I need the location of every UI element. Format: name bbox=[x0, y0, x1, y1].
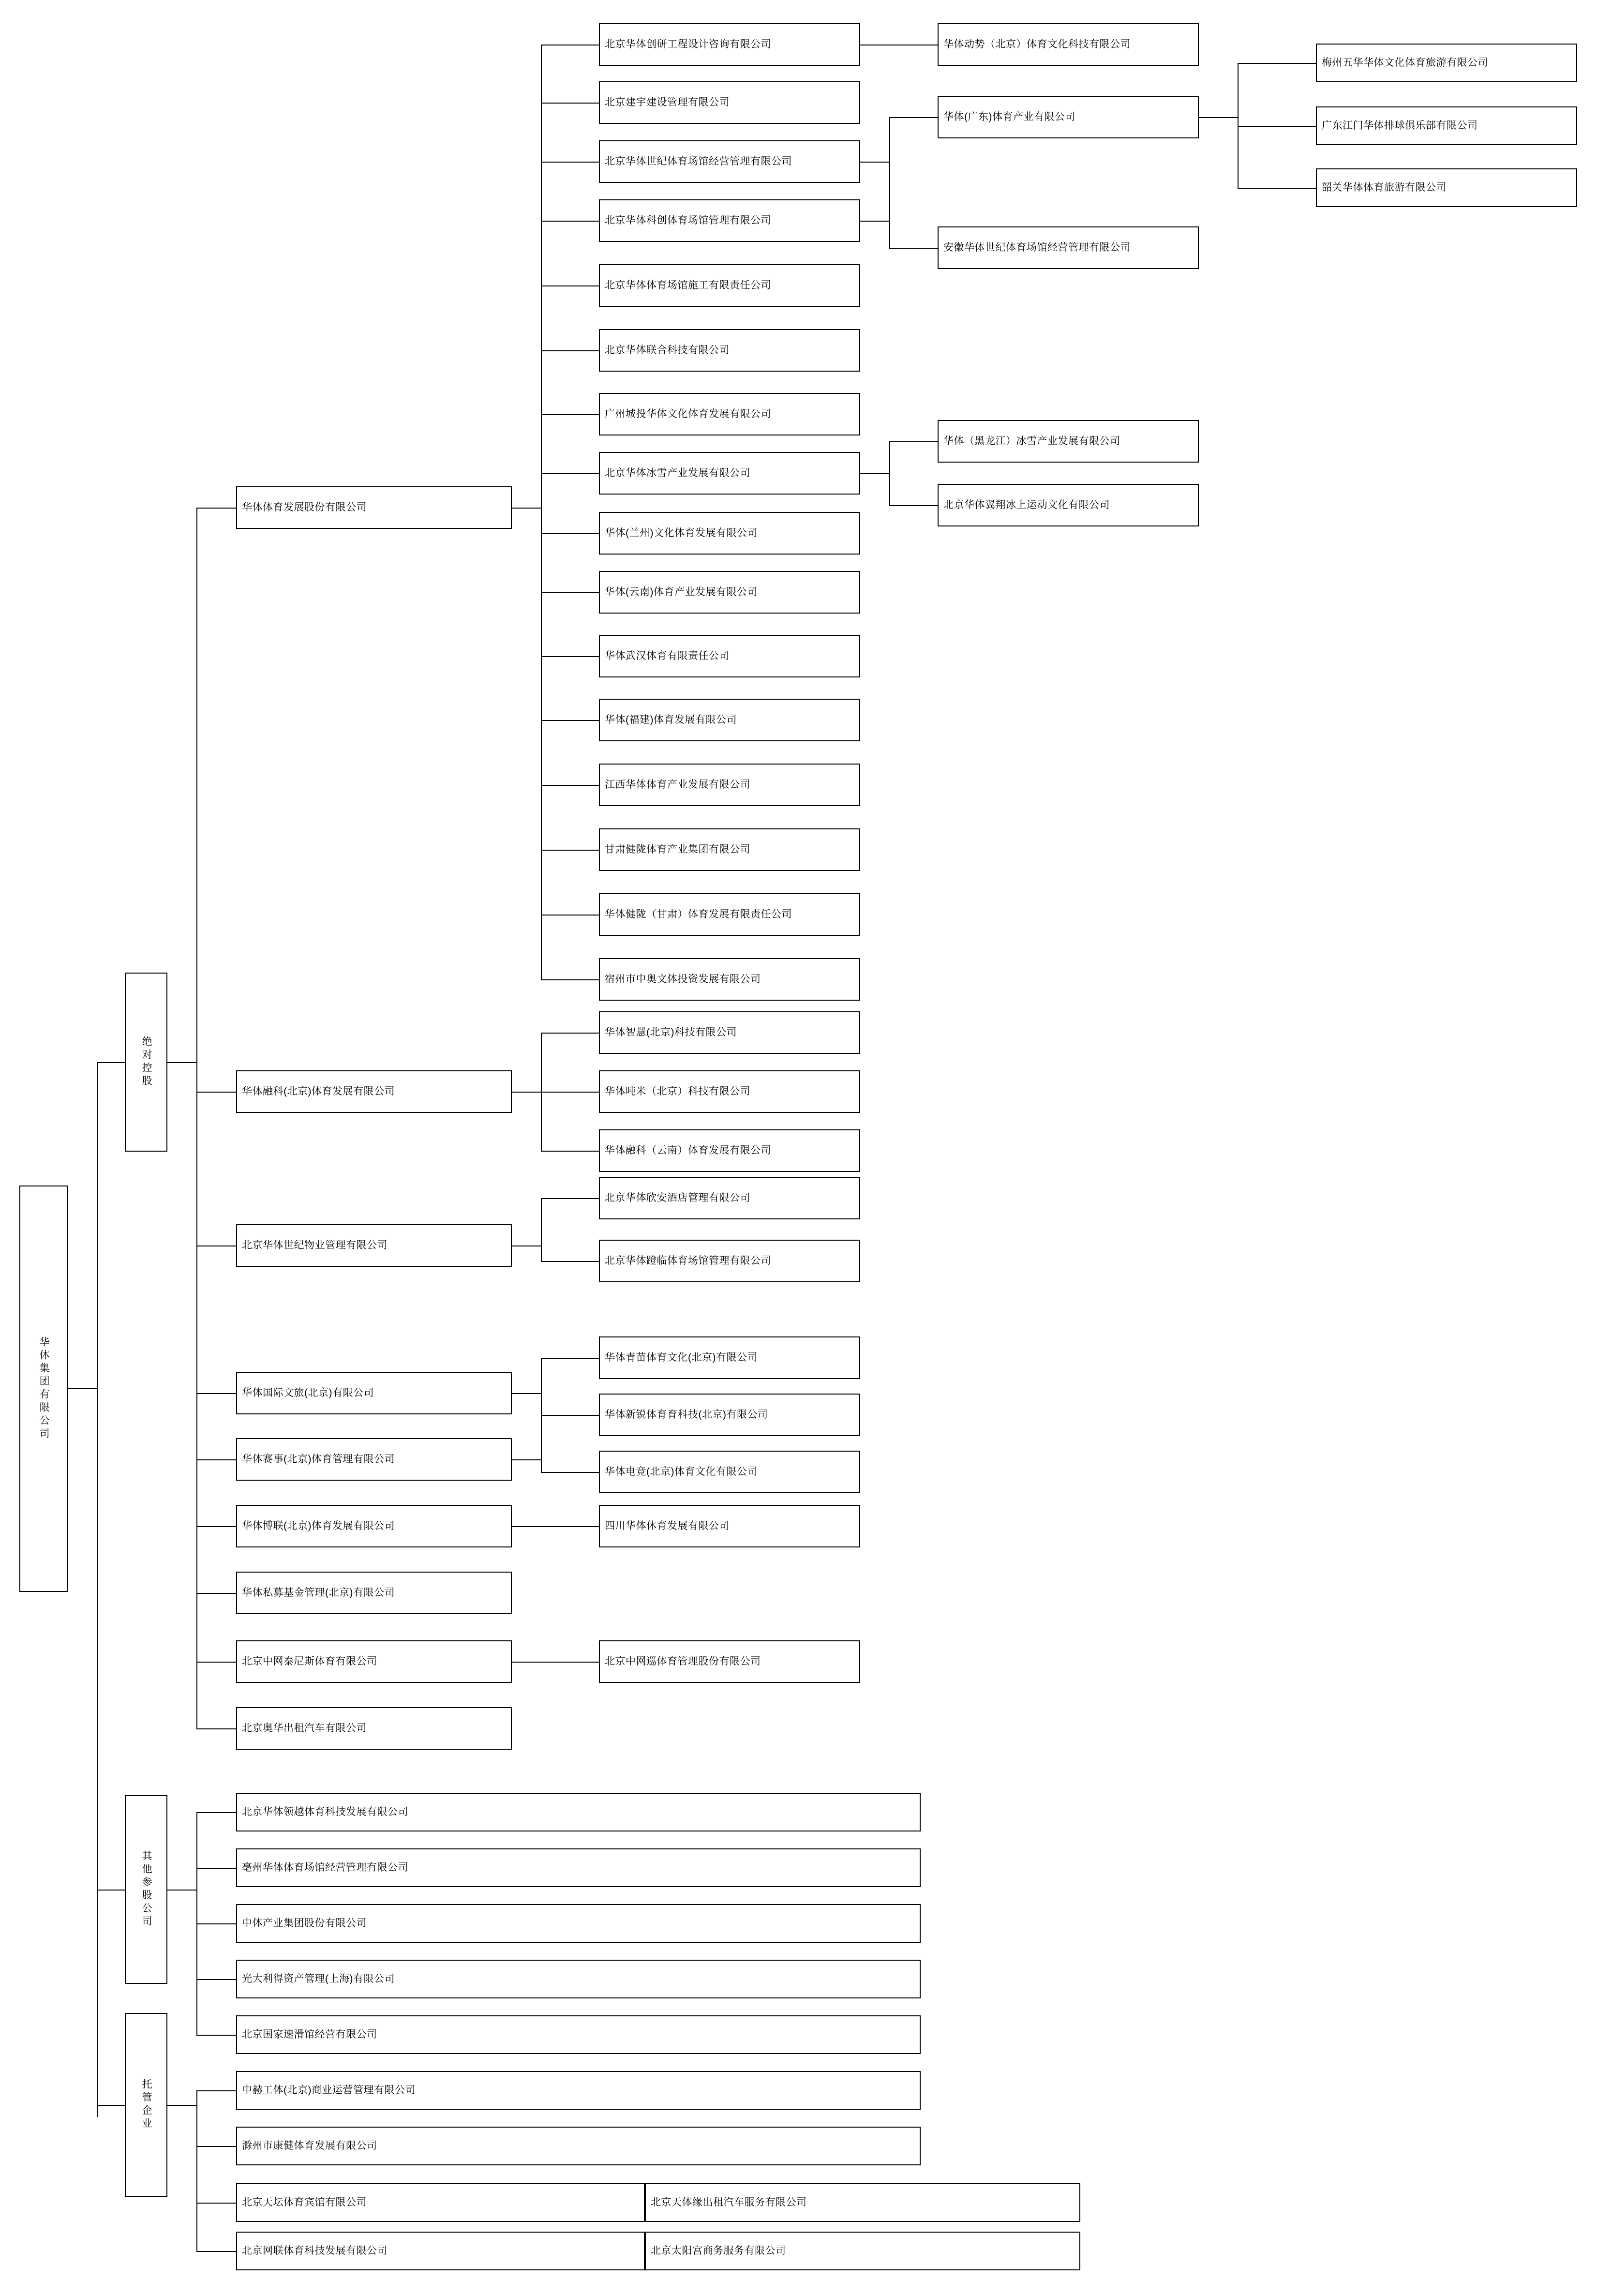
node-guoji-wenlv[interactable]: 华体国际文旅(北京)有限公司 bbox=[236, 1372, 512, 1414]
connector-abs-1 bbox=[196, 508, 236, 509]
node-bingxue[interactable]: 北京华体冰雪产业发展有限公司 bbox=[599, 452, 860, 495]
connector-sd-12 bbox=[541, 720, 599, 721]
connector-bingxue-trunk bbox=[889, 441, 890, 505]
root-node[interactable]: 华体集团有限公司 bbox=[19, 1186, 68, 1592]
connector-saishi-out bbox=[512, 1459, 541, 1460]
node-zhongti[interactable]: 中体产业集团股份有限公司 bbox=[236, 1904, 921, 1943]
connector-wl-2 bbox=[541, 1415, 599, 1416]
connector-kechuang-out bbox=[860, 221, 889, 222]
connector-ot-3 bbox=[196, 1923, 236, 1924]
connector-trust-out bbox=[167, 2105, 196, 2106]
connector-rk-1 bbox=[541, 1033, 599, 1034]
connector-sd-14 bbox=[541, 850, 599, 851]
connector-ot-5 bbox=[196, 2035, 236, 2036]
node-dianjing[interactable]: 华体电竞(北京)体育文化有限公司 bbox=[599, 1451, 860, 1493]
node-fujian[interactable]: 华体(福建)体育发展有限公司 bbox=[599, 699, 860, 741]
connector-sd-10 bbox=[541, 592, 599, 593]
connector-wuye-trunk bbox=[541, 1198, 542, 1261]
node-yixiang-bingshang[interactable]: 北京华体翼翔冰上运动文化有限公司 bbox=[938, 484, 1199, 526]
connector-shiji-mid-trunk bbox=[889, 117, 890, 248]
connector-root-out bbox=[68, 1388, 97, 1389]
node-denglin[interactable]: 北京华体蹬临体育场馆管理有限公司 bbox=[599, 1240, 860, 1282]
node-shiji-changguan[interactable]: 北京华体世纪体育场馆经营管理有限公司 bbox=[599, 140, 860, 183]
node-changguan-shigong[interactable]: 北京华体体育场馆施工有限责任公司 bbox=[599, 264, 860, 307]
connector-ot-4 bbox=[196, 1979, 236, 1980]
connector-ot-1 bbox=[196, 1812, 236, 1813]
category-other-shareholding[interactable]: 其他参股公司 bbox=[125, 1795, 167, 1984]
connector-trust-trunk bbox=[196, 2090, 197, 2251]
node-huanong-jiuan[interactable]: 北京华体欣安酒店管理有限公司 bbox=[599, 1177, 860, 1219]
connector-guangdong-out bbox=[1199, 117, 1238, 118]
node-shiji-wuye[interactable]: 北京华体世纪物业管理有限公司 bbox=[236, 1224, 512, 1267]
node-shaoguan[interactable]: 韶关华体体育旅游有限公司 bbox=[1316, 168, 1577, 207]
node-aohua-taxi[interactable]: 北京奥华出租汽车有限公司 bbox=[236, 1707, 512, 1750]
connector-abs-8 bbox=[196, 1662, 236, 1663]
connector-guangdong-trunk bbox=[1238, 63, 1239, 188]
node-lianhe-keji[interactable]: 北京华体联合科技有限公司 bbox=[599, 329, 860, 372]
connector-sd-4 bbox=[541, 221, 599, 222]
node-bozhou[interactable]: 亳州华体体育场馆经营管理有限公司 bbox=[236, 1848, 921, 1887]
category-absolute-holding[interactable]: 绝对控股 bbox=[125, 973, 167, 1152]
connector-bx-1 bbox=[889, 441, 938, 442]
connector-sportsdev-out bbox=[512, 508, 541, 509]
connector-wy-2 bbox=[541, 1261, 599, 1262]
node-guangzhou-chengtou[interactable]: 广州城投华体文化体育发展有限公司 bbox=[599, 393, 860, 435]
connector-rk-2 bbox=[541, 1092, 599, 1093]
connector-rk-3 bbox=[541, 1151, 599, 1152]
connector-sd-9 bbox=[541, 533, 599, 534]
node-tianyuan-taxi[interactable]: 北京天体缘出租汽车服务有限公司 bbox=[645, 2183, 1080, 2222]
node-suzhou-zhongao[interactable]: 宿州市中奥文体投资发展有限公司 bbox=[599, 958, 860, 1001]
connector-bolian-sichuan bbox=[512, 1526, 599, 1527]
connector-absolute-out bbox=[167, 1062, 196, 1063]
connector-zhongwang-link bbox=[512, 1662, 599, 1663]
node-jianlong-gansu[interactable]: 华体健陇（甘肃）体育发展有限责任公司 bbox=[599, 893, 860, 936]
connector-sd-3 bbox=[541, 162, 599, 163]
node-huati-sports-dev[interactable]: 华体体育发展股份有限公司 bbox=[236, 486, 512, 529]
node-lanzhou[interactable]: 华体(兰州)文化体育发展有限公司 bbox=[599, 512, 860, 555]
node-zhongwang-tennis[interactable]: 北京中网泰尼斯体育有限公司 bbox=[236, 1640, 512, 1683]
node-qingmiao[interactable]: 华体青苗体育文化(北京)有限公司 bbox=[599, 1336, 860, 1379]
connector-absolute-trunk bbox=[196, 508, 197, 1728]
connector-tr-1 bbox=[196, 2090, 236, 2091]
connector-trunk-main bbox=[97, 1062, 98, 2117]
category-trusted-enterprises[interactable]: 托管企业 bbox=[125, 2013, 167, 2197]
node-heilongjiang-bingxue[interactable]: 华体（黑龙江）冰雪产业发展有限公司 bbox=[938, 420, 1199, 463]
connector-sd-7 bbox=[541, 414, 599, 415]
node-sichuan-huati[interactable]: 四川华体休育发展有限公司 bbox=[599, 1505, 860, 1547]
connector-sportsdev-trunk bbox=[541, 45, 542, 979]
connector-tr-4 bbox=[196, 2251, 236, 2252]
node-guangdali[interactable]: 光大利得资产管理(上海)有限公司 bbox=[236, 1960, 921, 1998]
connector-to-trust bbox=[97, 2105, 125, 2106]
connector-sd-2 bbox=[541, 103, 599, 104]
connector-abs-7 bbox=[196, 1593, 236, 1594]
connector-wl-3 bbox=[541, 1472, 599, 1473]
connector-abs-5 bbox=[196, 1459, 236, 1460]
node-xinrui[interactable]: 华体新锐体育育科技(北京)有限公司 bbox=[599, 1394, 860, 1436]
node-huati-dongshi[interactable]: 华体动势（北京）体育文化科技有限公司 bbox=[938, 23, 1199, 66]
node-jiangmen[interactable]: 广东江门华体排球俱乐部有限公司 bbox=[1316, 106, 1577, 145]
connector-bx-2 bbox=[889, 505, 938, 506]
node-simu[interactable]: 华体私募基金管理(北京)有限公司 bbox=[236, 1572, 512, 1614]
node-lingrui[interactable]: 北京华体领越体育科技发展有限公司 bbox=[236, 1793, 921, 1831]
node-chuzhou-kangjian[interactable]: 滁州市康健体育发展有限公司 bbox=[236, 2127, 921, 2165]
connector-gd-1 bbox=[1238, 63, 1316, 64]
connector-rongke-out bbox=[512, 1092, 541, 1093]
connector-to-guangdong bbox=[889, 117, 938, 118]
connector-to-anhui bbox=[889, 248, 938, 249]
node-zhihui[interactable]: 华体智慧(北京)科技有限公司 bbox=[599, 1011, 860, 1054]
connector-other-out bbox=[167, 1890, 196, 1891]
node-anhui-shiji[interactable]: 安徽华体世纪体育场馆经营管理有限公司 bbox=[938, 226, 1199, 269]
connector-abs-9 bbox=[196, 1728, 236, 1729]
node-guojia-sudao[interactable]: 北京国家速滑馆经营有限公司 bbox=[236, 2015, 921, 2054]
connector-sd-6 bbox=[541, 350, 599, 351]
connector-ot-2 bbox=[196, 1868, 236, 1869]
node-dunmi[interactable]: 华体吨米（北京）科技有限公司 bbox=[599, 1070, 860, 1113]
node-yunnan[interactable]: 华体(云南)体育产业发展有限公司 bbox=[599, 571, 860, 614]
node-kechuang[interactable]: 北京华体科创体育场馆管理有限公司 bbox=[599, 199, 860, 242]
connector-tr-3 bbox=[196, 2203, 236, 2204]
connector-abs-6 bbox=[196, 1526, 236, 1527]
connector-bingxue-out bbox=[860, 473, 889, 474]
node-wuhan[interactable]: 华体武汉体育有限责任公司 bbox=[599, 635, 860, 677]
connector-sd-11 bbox=[541, 656, 599, 657]
connector-sd-8 bbox=[541, 473, 599, 474]
connector-gd-2 bbox=[1238, 126, 1316, 127]
connector-tr-2 bbox=[196, 2146, 236, 2147]
node-tiantan-binguan[interactable]: 北京天坛体育宾馆有限公司 bbox=[236, 2183, 645, 2222]
connector-sd-13 bbox=[541, 785, 599, 786]
connector-to-absolute bbox=[97, 1062, 125, 1063]
node-jiangxi[interactable]: 江西华体体育产业发展有限公司 bbox=[599, 764, 860, 806]
node-bolian[interactable]: 华体博联(北京)体育发展有限公司 bbox=[236, 1505, 512, 1547]
node-chuangyan[interactable]: 北京华体创研工程设计咨询有限公司 bbox=[599, 23, 860, 66]
connector-abs-4 bbox=[196, 1393, 236, 1394]
connector-abs-2 bbox=[196, 1092, 236, 1093]
connector-sd-16 bbox=[541, 979, 599, 980]
node-gansu-jianlong-group[interactable]: 甘肃健陇体育产业集团有限公司 bbox=[599, 828, 860, 871]
node-jianyu[interactable]: 北京建宇建设管理有限公司 bbox=[599, 81, 860, 124]
node-rongke-yunnan[interactable]: 华体融科（云南）体育发展有限公司 bbox=[599, 1129, 860, 1172]
node-zhongheti[interactable]: 中赫工体(北京)商业运营管理有限公司 bbox=[236, 2071, 921, 2110]
node-saishi[interactable]: 华体赛事(北京)体育管理有限公司 bbox=[236, 1438, 512, 1481]
connector-shijicg-out bbox=[860, 162, 889, 163]
node-meizhou[interactable]: 梅州五华华体文化体育旅游有限公司 bbox=[1316, 44, 1577, 82]
connector-wy-1 bbox=[541, 1198, 599, 1199]
node-taiyanggong[interactable]: 北京太阳宫商务服务有限公司 bbox=[645, 2232, 1080, 2270]
connector-to-other bbox=[97, 1890, 125, 1891]
node-zhongwang-guanli[interactable]: 北京中网巡体育管理股份有限公司 bbox=[599, 1640, 860, 1683]
connector-sd-5 bbox=[541, 285, 599, 286]
connector-gd-3 bbox=[1238, 188, 1316, 189]
node-wanglian[interactable]: 北京网联体育科技发展有限公司 bbox=[236, 2232, 645, 2270]
connector-wenlv-out bbox=[512, 1393, 541, 1394]
node-rongke[interactable]: 华体融科(北京)体育发展有限公司 bbox=[236, 1070, 512, 1113]
node-guangdong[interactable]: 华体(广东)体育产业有限公司 bbox=[938, 96, 1199, 138]
connector-wl-1 bbox=[541, 1358, 599, 1359]
